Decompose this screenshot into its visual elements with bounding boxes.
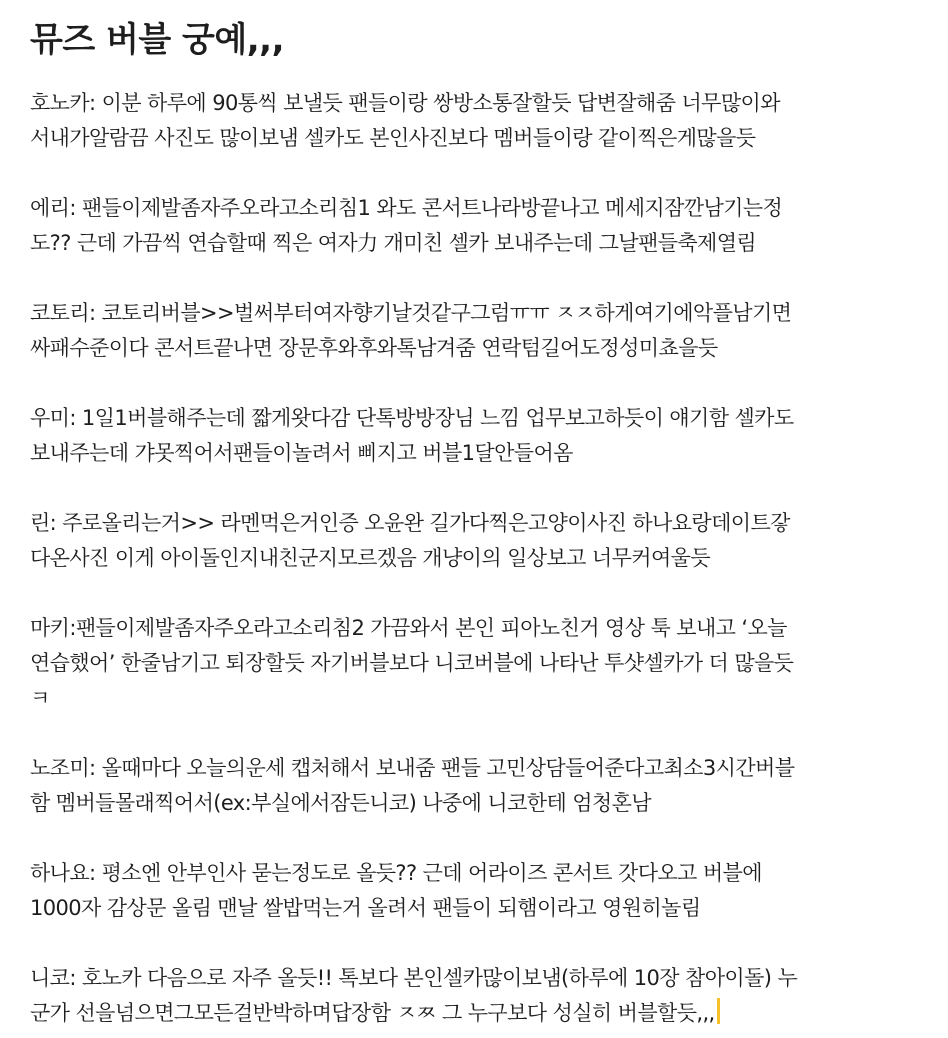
note-title: 뮤즈 버블 궁예,,, <box>30 20 284 60</box>
paragraph-rin: 린: 주로올리는거>> 라멘먹은거인증 오윤완 길가다찍은고양이사진 하나요랑데이트갛 다온사진 이게 아이돌인지내친군지모르겠음 개냥이의 일상보고 너무커여울듯 <box>30 511 790 570</box>
paragraph-umi: 우미: 1일1버블해주는데 짧게왓다감 단톡방방장님 느낌 업무보고하듯이 얘기함 셀카도 보내주는데 갸못찍어서팬들이놀려서 삐지고 버블1달안들어옴 <box>30 406 794 465</box>
paragraph-nozomi: 노조미: 올때마다 오늘의운세 캡처해서 보내줌 팬들 고민상담들어준다고최소3시간버블 함 멤버들몰래찍어서(ex:부실에서잠든니코) 나중에 니코한테 엄청혼남 <box>30 756 795 815</box>
paragraph-nico <box>30 961 920 1031</box>
paragraph-hanayo: 하나요: 평소엔 안부인사 묻는정도로 올듯?? 근데 어라이즈 콘서트 갓다오고 버블에 1000자 감상문 올림 맨날 쌀밥먹는거 올려서 팬들이 되햄이라고 영원히놀림 <box>30 861 762 920</box>
paragraph-eri: 에리: 팬들이제발좀자주오라고소리침1 와도 콘서트나라방끝나고 메세지잠깐남기는정 도?? 근데 가끔씩 연습할때 찍은 여자力 개미친 셀카 보내주는데 그날팬들축제열림 <box>30 196 783 255</box>
text-cursor <box>717 998 720 1024</box>
paragraph-maki: 마키:팬들이제발좀자주오라고소리침2 가끔와서 본인 피아노친거 영상 툭 보내고 ‘오늘 연습했어’ 한줄남기고 퇴장할듯 자기버블보다 니코버블에 나타난 투샷셀카가 더 많을듯 ㅋ <box>30 616 794 710</box>
note-body[interactable] <box>30 14 920 1031</box>
paragraph-nico-text: 니코: 호노카 다음으로 자주 올듯!! 톡보다 본인셀카많이보냄(하루에 10장 참아이돌) 누 군가 선을넘으면그모든걸반박하며답장함 ㅈㅉ 그 누구보다 성실히 버블할듯,,, <box>30 966 798 1025</box>
paragraph-honoka: 호노카: 이분 하루에 90통씩 보낼듯 팬들이랑 쌍방소통잘할듯 답변잘해줌 너무많이와 서내가알람끔 사진도 많이보냄 셀카도 본인사진보다 멤버들이랑 같이찍은게많을듯 <box>30 91 780 150</box>
paragraph-kotori: 코토리: 코토리버블>>벌써부터여자향기날것같구그럼ㅠㅠ ㅈㅈ하게여기에악플남기면 싸패수준이다 콘서트끝나면 장문후와후와톡남겨줌 연락텀길어도정성미쵸을듯 <box>30 301 792 360</box>
